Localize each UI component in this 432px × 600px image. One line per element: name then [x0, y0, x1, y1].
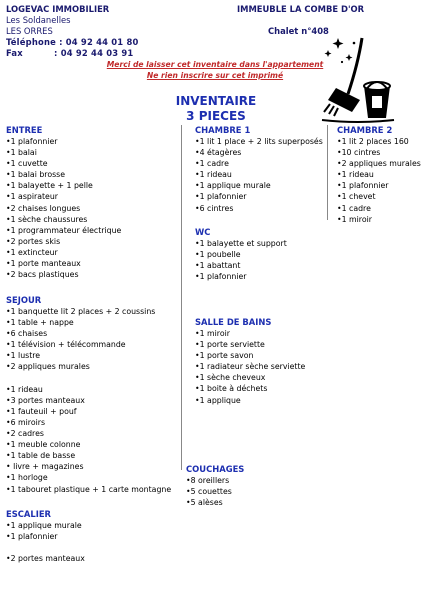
company-name: LOGEVAC IMMOBILIER [6, 4, 110, 14]
notice-line-1: Merci de laisser cet inventaire dans l'appartement [106, 60, 324, 69]
list-entree [6, 136, 121, 280]
section-title-escalier: ESCALIER [6, 509, 52, 519]
list-item: •1 tabouret plastique + 1 carte montagne [6, 484, 172, 494]
phone-line: Téléphone : 04 92 44 01 80 [6, 37, 139, 47]
section-title-entree: ENTREE [6, 125, 43, 135]
list-item: •2 appliques murales [337, 159, 421, 169]
list-escalier [6, 520, 85, 564]
list-item: •1 miroir [337, 214, 372, 224]
list-item: •1 boite à déchets [195, 384, 268, 394]
inventory-subtitle: 3 PIECES [186, 109, 246, 123]
list-item: •1 banquette lit 2 places + 2 coussins [6, 307, 156, 316]
list-item: •1 meuble colonne [6, 440, 81, 450]
list-item: •1 table + nappe [6, 318, 74, 328]
list-item: •1 balayette + 1 pelle [6, 181, 93, 191]
list-couchages [186, 475, 232, 508]
list-item: •1 rideau [195, 170, 232, 180]
list-item: •1 télévision + télécommande [6, 340, 126, 350]
list-item: •1 plafonnier [195, 272, 247, 282]
fax-line: Fax : 04 92 44 03 91 [6, 48, 134, 58]
list-item: •1 table de basse [6, 451, 76, 461]
list-item: •5 couettes [186, 487, 232, 497]
section-title-salle-de-bains: SALLE DE BAINS [195, 317, 272, 327]
list-item: •2 chaises longues [6, 203, 81, 213]
list-item: •1 sèche cheveux [195, 373, 266, 383]
list-item: •1 rideau [337, 170, 374, 180]
list-item: •1 miroir [195, 329, 230, 338]
list-item: •8 oreillers [186, 476, 230, 485]
section-title-chambre1: CHAMBRE 1 [195, 125, 251, 135]
list-item: •1 extincteur [6, 247, 58, 257]
inventory-title: INVENTAIRE [175, 94, 257, 108]
list-item: •1 balai [6, 148, 37, 158]
list-item: •1 cadre [337, 203, 371, 213]
list-item: •1 applique [195, 395, 241, 405]
column-divider-left [181, 125, 182, 470]
list-item: •1 cuvette [6, 159, 48, 169]
list-item: •3 portes manteaux [6, 395, 85, 405]
building-name: IMMEUBLE LA COMBE D'OR [237, 4, 365, 14]
list-item: •1 programmateur électrique [6, 225, 122, 235]
list-item: •1 chevet [337, 192, 376, 202]
list-item: •6 cintres [195, 203, 234, 213]
list-item: •1 poubelle [195, 250, 241, 260]
list-item: •1 aspirateur [6, 192, 58, 202]
list-item: •1 porte manteaux [6, 259, 81, 269]
list-item: •2 appliques murales [6, 362, 90, 372]
list-item: •1 plafonnier [6, 532, 58, 542]
list-chambre1 [195, 136, 323, 214]
list-item: •1 plafonnier [6, 137, 58, 146]
column-divider-right [327, 125, 328, 220]
notice-line-2: Ne rien inscrire sur cet imprimé [146, 71, 284, 80]
list-item: •6 miroirs [6, 417, 46, 427]
list-item: •1 horloge [6, 473, 48, 483]
section-title-couchages: COUCHAGES [186, 464, 245, 474]
list-spacer [6, 542, 85, 553]
section-title-sejour: SEJOUR [6, 295, 42, 305]
list-item: • livre + magazines [6, 462, 84, 472]
section-title-chambre2: CHAMBRE 2 [337, 125, 393, 135]
list-item: •1 balai brosse [6, 170, 66, 180]
list-item: •1 applique murale [6, 521, 82, 530]
list-item: •1 plafonnier [195, 192, 247, 202]
list-item: •1 lit 2 places 160 [337, 137, 409, 146]
list-item: •1 applique murale [195, 181, 271, 191]
list-spacer [6, 373, 171, 384]
list-item: •1 porte savon [195, 351, 254, 361]
list-item: •10 cintres [337, 148, 381, 158]
list-item: •1 fauteuil + pouf [6, 406, 77, 416]
list-sejour [6, 306, 171, 495]
list-item: •1 lit 1 place + 2 lits superposés [195, 137, 323, 146]
list-item: •2 bacs plastiques [6, 270, 79, 280]
list-chambre2 [337, 136, 421, 225]
city-name: LES ORRES [6, 26, 53, 36]
list-item: •1 plafonnier [337, 181, 389, 191]
list-item: •1 balayette et support [195, 239, 287, 248]
list-item: •5 alèses [186, 498, 223, 508]
list-item: •1 lustre [6, 351, 41, 361]
list-item: •6 chaises [6, 329, 48, 339]
list-item: •1 rideau [6, 384, 43, 394]
list-item: •2 portes skis [6, 236, 61, 246]
list-wc [195, 238, 287, 282]
list-item: •1 cadre [195, 159, 229, 169]
section-title-wc: WC [195, 227, 211, 237]
list-item: •2 portes manteaux [6, 554, 85, 564]
list-item: •1 radiateur sèche serviette [195, 362, 306, 372]
list-item: •1 abattant [195, 261, 241, 271]
residence-name: Les Soldanelles [6, 15, 71, 25]
list-item: •2 cadres [6, 429, 44, 439]
list-item: •1 sèche chaussures [6, 214, 88, 224]
list-salle-de-bains [195, 328, 305, 406]
chalet-number: Chalet n°408 [268, 26, 329, 36]
list-item: •1 porte serviette [195, 340, 265, 350]
list-item: •4 étagères [195, 148, 242, 158]
